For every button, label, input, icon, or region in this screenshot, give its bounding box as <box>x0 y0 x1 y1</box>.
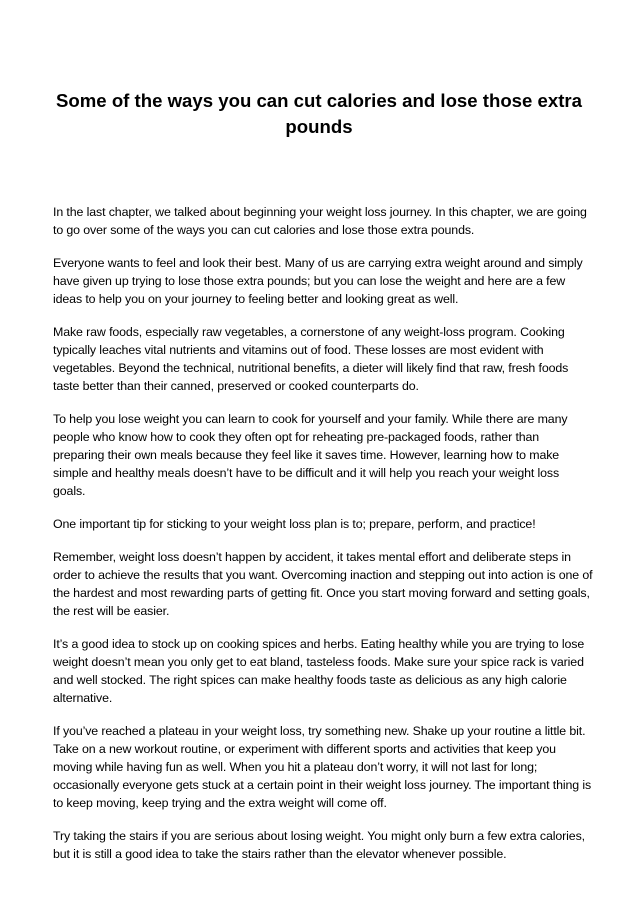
page-title: Some of the ways you can cut calories and lose those extra pounds <box>56 90 582 137</box>
document-body <box>53 203 593 878</box>
paragraph-2: Everyone wants to feel and look their best. Many of us are carrying extra weight around and simply have given up trying to lose those extra pounds; but you can lose the weight and here are a few ideas to help you on your journey to feeling better and looking great as well. <box>53 256 583 306</box>
paragraph-9: Try taking the stairs if you are serious about losing weight. You might only burn a few extra calories, but it is still a good idea to take the stairs rather than the elevator whenever possible. <box>53 829 585 861</box>
paragraph-4: To help you lose weight you can learn to cook for yourself and your family. While there are many people who know how to cook they often opt for reheating pre-packaged foods, rather than preparing their own meals because they feel like it saves time. However, learning how to make simple and healthy meals doesn’t have to be difficult and it will help you reach your weight loss goals. <box>53 412 568 498</box>
paragraph-1: In the last chapter, we talked about beginning your weight loss journey. In this chapter, we are going to go over some of the ways you can cut calories and lose those extra pounds. <box>53 205 587 237</box>
paragraph-6: Remember, weight loss doesn’t happen by accident, it takes mental effort and deliberate steps in order to achieve the results that you want. Overcoming inaction and stepping out into action is one of the hardest and most rewarding parts of getting fit. Once you start moving forward and setting goals, the rest will be easier. <box>53 550 593 618</box>
paragraph-5: One important tip for sticking to your weight loss plan is to; prepare, perform, and practice! <box>53 517 536 531</box>
paragraph-7: It’s a good idea to stock up on cooking spices and herbs. Eating healthy while you are trying to lose weight doesn’t mean you only get to eat bland, tasteless foods. Make sure your spice rack is varied and well stocked. The right spices can make healthy foods taste as delicious as any high calorie alternative. <box>53 637 585 705</box>
paragraph-3: Make raw foods, especially raw vegetables, a cornerstone of any weight-loss program. Cooking typically leaches vital nutrients and vitamins out of food. These losses are most evident with vegetables. Beyond the technical, nutritional benefits, a dieter will likely find that raw, fresh foods taste better than their canned, preserved or cooked counterparts do. <box>53 325 569 393</box>
paragraph-8: If you’ve reached a plateau in your weight loss, try something new. Shake up your routine a little bit. Take on a new workout routine, or experiment with different sports and activities that keep you moving while having fun as well. When you hit a plateau don’t worry, it will not last for long; occasionally everyone gets stuck at a certain point in their weight loss journey. The important thing is to keep moving, keep trying and the extra weight will come off. <box>53 724 592 810</box>
